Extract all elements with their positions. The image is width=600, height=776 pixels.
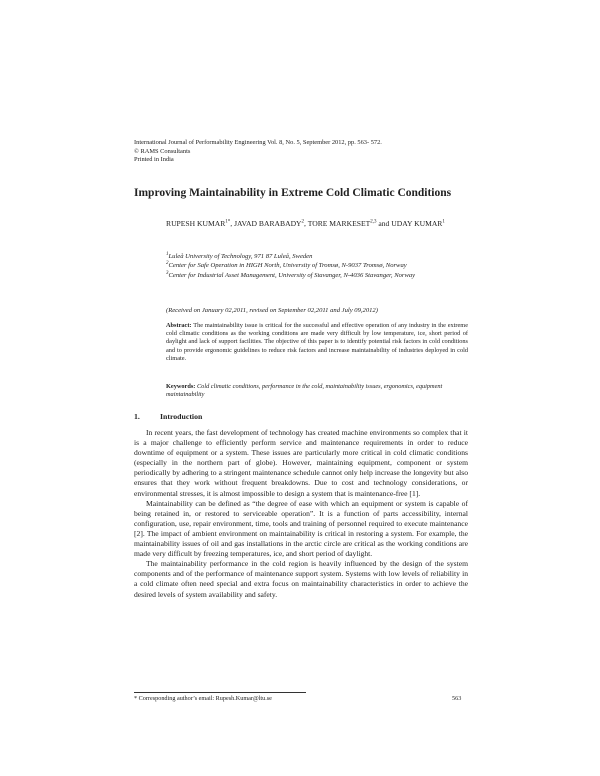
author-superscript: 2 [301,219,305,225]
abstract-text: The maintainability issue is critical for the successful and effective operation of any industry in the extreme cold climatic conditions as the working conditions are made very difficult by low temperature, ice, short period of daylight and lack of support facilities. The objective of this paper is to identify potential risk factors in cold conditions and to provide ergonomic guidelines to reduce risk factors and increase maintainability of industries deployed in cold climate. [166,322,468,362]
author-superscript: 1 [442,219,445,225]
author-name: UDAY KUMAR [391,219,443,228]
copyright-line: © RAMS Consultants [134,147,191,155]
paper-title: Improving Maintainability in Extreme Cold Climatic Conditions [134,187,452,199]
author-name: JAVAD BARABADY [234,219,302,228]
received-dates: (Received on January 02,2011, revised on September 02,2011 and July 09,2012) [166,307,378,314]
page-number: 563 [452,695,462,702]
section-number: 1. [134,412,140,421]
abstract [166,322,468,363]
author-superscript: 1* [225,219,231,225]
paragraph: Maintainability can be defined as “the degree of ease with which an equipment or system is capable of being retained in, or restored to serviceable operation”. It is a function of parts accessibility, internal configuration, use, repair environment, time, tools and training of personnel required to execute maintenance [2]. The impact of ambient environment on maintainability is critical in restoring a system. For example, the maintainability issues of oil and gas installations in the arctic circle are critical as the working conditions are made very difficult by freezing temperatures, ice, and short period of daylight. [134,498,468,559]
affiliation-text: Luleå University of Technology, 971 87 Luleå, Sweden [168,253,313,260]
author-list [166,218,456,229]
author-name: RUPESH KUMAR [166,219,226,228]
affiliation-superscript: 1 [166,251,169,257]
keywords-label: Keywords: [166,383,196,390]
affiliation-item [166,261,466,270]
author-name: TORE MARKESET [307,219,371,228]
author-separator: , [230,219,235,228]
author-separator: and [376,219,392,228]
affiliation-item [166,271,466,280]
affiliation-superscript: 3 [166,270,169,276]
affiliation-item [166,252,466,261]
paragraph: In recent years, the fast development of technology has created machine environments so complex that it is a major challenge to efficiently perform service and maintenance requirements in order to reduce downtime of equipment or a system. These issues are particularly more critical in cold climatic conditions (especially in the northern part of globe). However, maintaining equipment, component or system periodically by adhering to a stringent maintenance schedule cannot only help increase the longevity but also ensures that they work without frequent breakdowns. Due to cost and technology considerations, or environmental stresses, it is almost impossible to design a system that is maintenance-free [1]. [134,428,468,498]
affiliation-text: Center for Safe Operation in HIGH North, University of Tromsø, N-9037 Tromsø, Norway [168,262,407,270]
body-text [134,428,468,600]
section-heading [134,412,202,421]
author-superscript: 2,3 [370,219,377,225]
author-separator: , [304,219,308,228]
affiliation-superscript: 2 [166,261,169,267]
journal-citation: International Journal of Performability Engineering Vol. 8, No. 5, September 2012, pp. 563- 572. [134,139,382,146]
printed-line: Printed in India [134,156,174,164]
journal-header [134,139,382,165]
abstract-label: Abstract: [166,322,192,329]
footnote-rule [134,692,306,693]
affiliation-text: Center for Industrial Asset Management, University of Stavanger, N-4036 Stavanger, Norway [168,271,416,279]
affiliations [166,252,466,280]
section-title: Introduction [160,412,203,421]
keywords-text: Cold climatic conditions, performance in the cold, maintainability issues, ergonomics, equipment maintainability [166,383,443,399]
paragraph: The maintainability performance in the cold region is heavily influenced by the design of the system components and of the performance of maintenance support system. Systems with low levels of reliability in a cold climate often need special and extra focus on maintainability characteristics in order to achieve the desired levels of system availability and safety. [134,559,468,599]
footnote: * Corresponding author’s email: Rupesh.Kumar@ltu.se [134,695,272,702]
keywords [166,383,468,400]
